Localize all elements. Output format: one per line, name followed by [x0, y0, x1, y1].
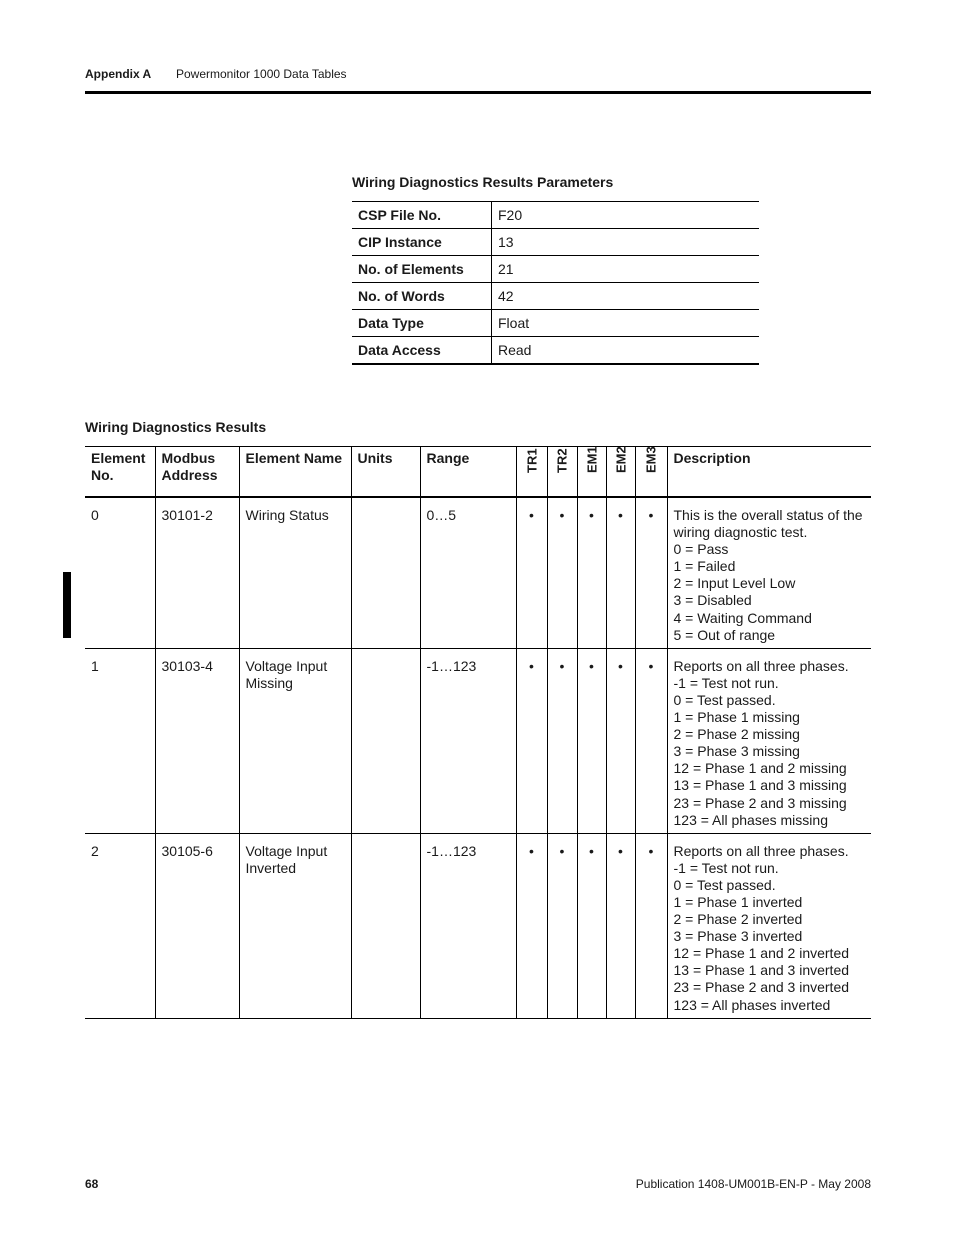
cell-name: [239, 648, 351, 833]
cell-range: -1…123: [420, 833, 516, 1018]
table-row: [85, 497, 871, 648]
cell-units: [351, 497, 420, 648]
col-header-units: Units: [351, 447, 420, 498]
results-table: [85, 446, 871, 1019]
description-line: 12 = Phase 1 and 2 inverted: [673, 945, 850, 962]
params-row: [352, 283, 759, 310]
header-title: Powermonitor 1000 Data Tables: [176, 67, 347, 81]
params-row: [352, 229, 759, 256]
header-line: Address: [161, 467, 218, 483]
name-line: Missing: [245, 674, 293, 691]
param-value: Float: [492, 310, 760, 337]
cell-element-no: 2: [85, 833, 155, 1018]
page-number: 68: [85, 1177, 99, 1191]
description-line: 1 = Phase 1 missing: [673, 709, 800, 726]
col-header-tr1: [516, 447, 547, 498]
description-line: 1 = Phase 1 inverted: [673, 893, 803, 910]
cell-em1: •: [577, 833, 606, 1018]
description-line: 13 = Phase 1 and 3 inverted: [673, 962, 850, 979]
cell-description: [667, 648, 871, 833]
param-value: F20: [492, 202, 760, 229]
description-line: 2 = Phase 2 missing: [673, 726, 800, 743]
cell-em3: •: [635, 648, 667, 833]
params-row: [352, 310, 759, 337]
params-row: [352, 202, 759, 229]
col-header-element-no: [85, 447, 155, 498]
col-header-tr2-label: TR2: [554, 448, 570, 473]
description-line: 13 = Phase 1 and 3 missing: [673, 777, 847, 794]
cell-tr2: •: [547, 833, 577, 1018]
cell-name: [239, 497, 351, 648]
cell-em1: •: [577, 648, 606, 833]
cell-em2: •: [606, 833, 635, 1018]
col-header-em1-label: EM1: [584, 446, 599, 473]
cell-units: [351, 833, 420, 1018]
params-row: [352, 337, 759, 365]
cell-description: [667, 833, 871, 1018]
name-line: Inverted: [245, 859, 297, 876]
param-value: 21: [492, 256, 760, 283]
description-line: 0 = Pass: [673, 541, 729, 558]
name-line: Voltage Input: [245, 842, 328, 859]
cell-tr2: •: [547, 648, 577, 833]
cell-units: [351, 648, 420, 833]
description-line: 3 = Phase 3 missing: [673, 743, 800, 760]
cell-tr1: •: [516, 497, 547, 648]
cell-range: -1…123: [420, 648, 516, 833]
cell-name: [239, 833, 351, 1018]
col-header-modbus: [155, 447, 239, 498]
cell-em3: •: [635, 833, 667, 1018]
table-row: [85, 833, 871, 1018]
description-line: -1 = Test not run.: [673, 674, 779, 691]
description-line: wiring diagnostic test.: [673, 524, 808, 541]
description-line: 123 = All phases inverted: [673, 996, 831, 1013]
cell-em2: •: [606, 648, 635, 833]
param-key: CIP Instance: [352, 229, 492, 256]
cell-modbus: 30103-4: [155, 648, 239, 833]
description-line: -1 = Test not run.: [673, 859, 779, 876]
description-line: 12 = Phase 1 and 2 missing: [673, 760, 847, 777]
description-line: 2 = Input Level Low: [673, 575, 796, 592]
col-header-em2: [606, 447, 635, 498]
cell-description: [667, 497, 871, 648]
description-line: This is the overall status of the: [673, 507, 863, 523]
cell-modbus: 30101-2: [155, 497, 239, 648]
header-section: Appendix A: [85, 67, 152, 81]
col-header-range: Range: [420, 447, 516, 498]
header-line: Modbus: [161, 450, 216, 466]
cell-tr1: •: [516, 648, 547, 833]
description-line: 23 = Phase 2 and 3 missing: [673, 794, 847, 811]
description-line: 0 = Test passed.: [673, 876, 776, 893]
params-table: [352, 201, 759, 365]
chapter-tab-marker: [63, 572, 71, 638]
params-table-title: Wiring Diagnostics Results Parameters: [352, 174, 614, 190]
description-line: 0 = Test passed.: [673, 691, 776, 708]
header-line: No.: [91, 467, 114, 483]
col-header-tr2: [547, 447, 577, 498]
col-header-description: Description: [667, 447, 871, 498]
name-line: Wiring Status: [245, 507, 329, 523]
cell-element-no: 1: [85, 648, 155, 833]
col-header-em3-label: EM3: [643, 446, 659, 473]
params-row: [352, 256, 759, 283]
description-line: 123 = All phases missing: [673, 811, 828, 828]
col-header-tr1-label: TR1: [524, 448, 539, 473]
description-line: 5 = Out of range: [673, 626, 776, 643]
cell-range: 0…5: [420, 497, 516, 648]
description-line: 3 = Phase 3 inverted: [673, 928, 803, 945]
header-line: Element: [91, 450, 146, 466]
description-line: 2 = Phase 2 inverted: [673, 911, 803, 928]
cell-em2: •: [606, 497, 635, 648]
param-key: No. of Elements: [352, 256, 492, 283]
cell-tr2: •: [547, 497, 577, 648]
cell-element-no: 0: [85, 497, 155, 648]
results-header-row: [85, 447, 871, 498]
description-line: Reports on all three phases.: [673, 842, 849, 859]
param-value: 42: [492, 283, 760, 310]
param-value: 13: [492, 229, 760, 256]
results-table-title: Wiring Diagnostics Results: [85, 419, 267, 435]
col-header-em3: [635, 447, 667, 498]
description-line: 4 = Waiting Command: [673, 609, 812, 626]
col-header-em2-label: EM2: [613, 446, 628, 473]
description-line: 3 = Disabled: [673, 592, 752, 609]
param-value: Read: [498, 342, 532, 358]
publication-info: Publication 1408-UM001B-EN-P - May 2008: [635, 1177, 871, 1191]
description-line: 23 = Phase 2 and 3 inverted: [673, 979, 850, 996]
cell-tr1: •: [516, 833, 547, 1018]
name-line: Voltage Input: [245, 657, 328, 674]
col-header-em1: [577, 447, 606, 498]
description-line: 1 = Failed: [673, 558, 736, 575]
cell-em1: •: [577, 497, 606, 648]
cell-modbus: 30105-6: [155, 833, 239, 1018]
param-key: Data Type: [352, 310, 492, 337]
param-key: No. of Words: [352, 283, 492, 310]
table-row: [85, 648, 871, 833]
param-key: CSP File No.: [352, 202, 492, 229]
col-header-name: Element Name: [239, 447, 351, 498]
description-line: Reports on all three phases.: [673, 657, 849, 674]
page-header: [85, 67, 871, 94]
param-key: Data Access: [352, 337, 492, 365]
cell-em3: •: [635, 497, 667, 648]
